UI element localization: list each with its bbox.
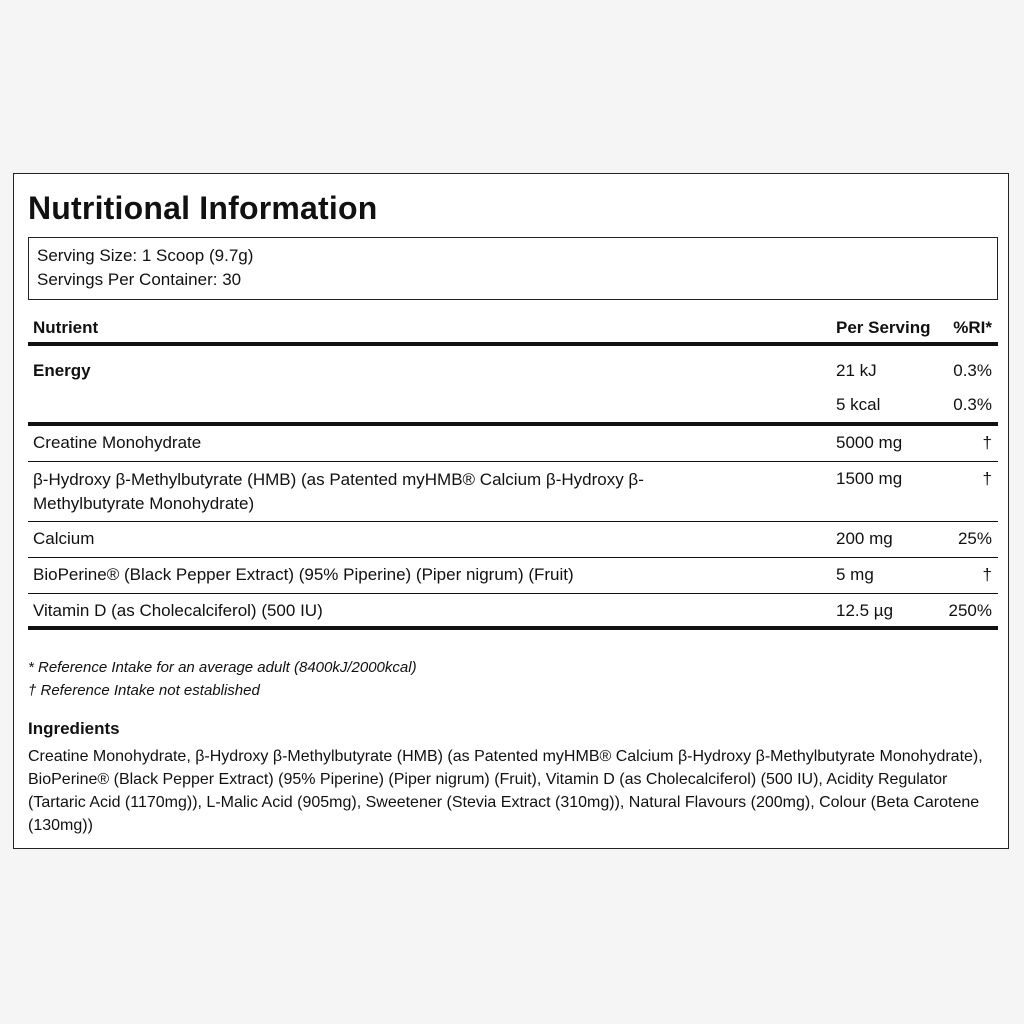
nutrient-ri: 250% (948, 601, 992, 620)
nutrition-table (28, 310, 998, 630)
nutrient-name: Calcium (33, 529, 95, 548)
energy-label: Energy (33, 361, 91, 380)
table-row (28, 558, 998, 594)
panel-title: Nutritional Information (28, 190, 378, 226)
nutrient-ri: † (982, 433, 992, 452)
table-row (28, 426, 998, 462)
footnotes (28, 656, 417, 702)
nutrient-name: β-Hydroxy β-Methylbutyrate (HMB) (as Patented myHMB® Calcium β-Hydroxy β-Methylbutyrate Monohydrate) (33, 470, 644, 513)
energy-kcal-ri: 0.3% (953, 395, 992, 414)
table-row (28, 522, 998, 558)
energy-row (28, 346, 998, 426)
dagger-footnote: † Reference Intake not established (28, 682, 260, 699)
nutrient-amount: 12.5 µg (836, 601, 894, 620)
nutrient-amount: 200 mg (836, 529, 893, 548)
table-header-row (28, 310, 998, 346)
serving-info-box (28, 237, 998, 300)
nutrient-ri: † (982, 565, 992, 584)
ingredients-text: Creatine Monohydrate, β-Hydroxy β-Methylbutyrate (HMB) (as Patented myHMB® Calcium β-Hydroxy β-Methylbutyrate Monohydrate), BioPerine® (Black Pepper Extract) (95% Piperine) (Piper nigrum) (Fruit), Vitamin D (as Cholecalciferol) (500 IU), Acidity Regulator (Tartaric Acid (1170mg)), L-Malic Acid (905mg), Sweetener (Stevia Extract (310mg)), Natural Flavours (200mg), Colour (Beta Carotene (130mg)) (28, 748, 983, 834)
nutrient-amount: 5000 mg (836, 433, 903, 452)
nutrient-ri: 25% (957, 529, 992, 548)
ri-footnote: * Reference Intake for an average adult (8400kJ/2000kcal) (28, 659, 417, 676)
nutrient-name: Creatine Monohydrate (33, 433, 202, 452)
header-nutrient: Nutrient (33, 318, 99, 337)
energy-kj-ri: 0.3% (953, 361, 992, 380)
nutrient-amount: 1500 mg (836, 469, 903, 488)
nutrient-name: BioPerine® (Black Pepper Extract) (95% Piperine) (Piper nigrum) (Fruit) (33, 565, 574, 584)
header-per-serving: Per Serving (836, 318, 931, 337)
energy-kcal: 5 kcal (836, 395, 881, 414)
nutrient-name: Vitamin D (as Cholecalciferol) (500 IU) (33, 601, 323, 620)
table-row (28, 462, 998, 522)
table-row (28, 594, 998, 630)
nutrition-panel (13, 173, 1009, 849)
ingredients-heading: Ingredients (28, 719, 120, 738)
energy-kj: 21 kJ (836, 361, 877, 380)
nutrient-amount: 5 mg (836, 565, 874, 584)
nutrient-ri: † (982, 469, 992, 488)
servings-per-container: Servings Per Container: 30 (37, 270, 242, 289)
serving-size: Serving Size: 1 Scoop (9.7g) (37, 246, 254, 265)
header-ri: %RI* (953, 318, 992, 337)
